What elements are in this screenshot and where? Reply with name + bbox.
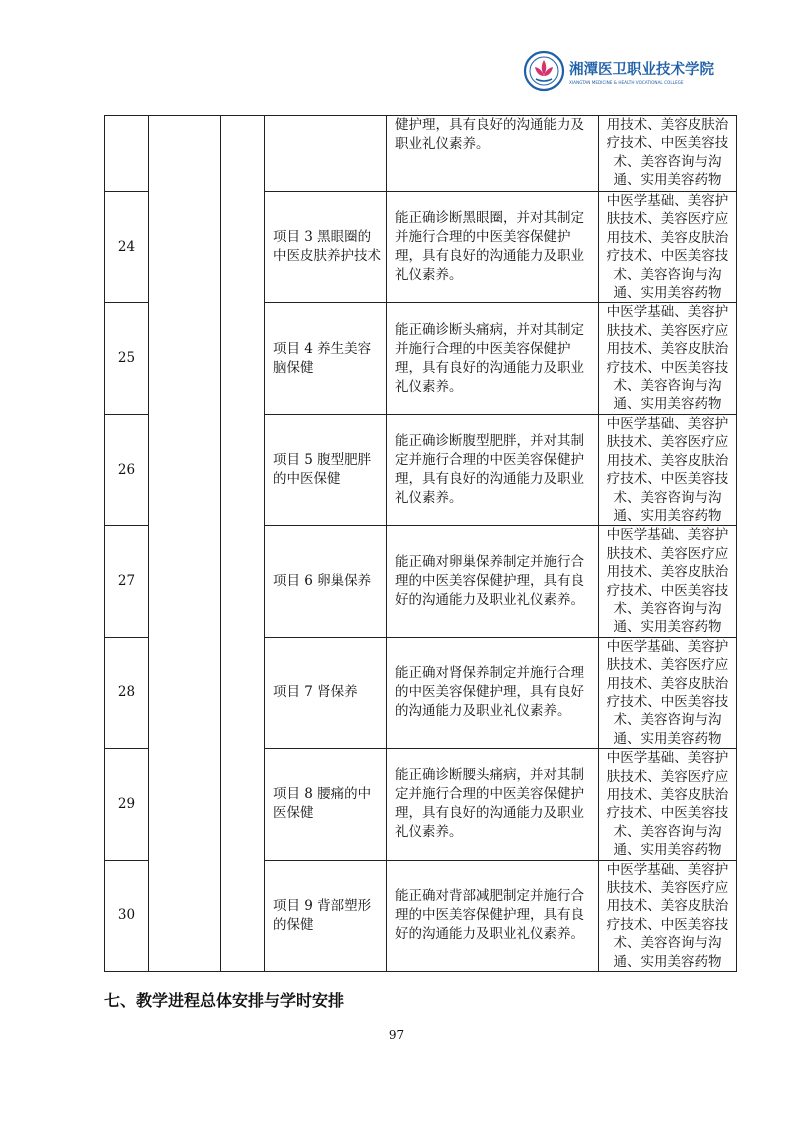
merged-cell [221,116,265,972]
row-number-cell: 24 [105,192,149,303]
row-number-cell: 30 [105,860,149,971]
merged-cell [149,116,221,972]
goal-cell: 能正确对背部减肥制定并施行合理的中医美容保健护理，具有良好的沟通能力及职业礼仪素养。 [387,860,599,971]
project-cell: 项目 9 背部塑形的保健 [265,860,387,971]
goal-cell: 能正确诊断腹型肥胖，并对其制定并施行合理的中医美容保健护理，具有良好的沟通能力及职业礼仪素养。 [387,414,599,525]
project-cell: 项目 5 腹型肥胖的中医保健 [265,414,387,525]
project-cell: 项目 6 卵巢保养 [265,526,387,637]
project-cell: 项目 8 腰痛的中医保健 [265,749,387,860]
goal-cell: 能正确诊断黑眼圈，并对其制定并施行合理的中医美容保健护理，具有良好的沟通能力及职业礼仪素养。 [387,192,599,303]
courses-cell: 中医学基础、美容护肤技术、美容医疗应用技术、美容皮肤治疗技术、中医美容技术、美容咨询与沟通、实用美容药物 [599,860,737,971]
row-number-cell: 27 [105,526,149,637]
goal-cell: 能正确诊断头痛病，并对其制定并施行合理的中医美容保健护理，具有良好的沟通能力及职业礼仪素养。 [387,303,599,414]
project-cell: 项目 4 养生美容脑保健 [265,303,387,414]
goal-cell: 健护理，具有良好的沟通能力及职业礼仪素养。 [387,116,599,192]
page-header [0,0,793,112]
goal-cell: 能正确诊断腰头痛病，并对其制定并施行合理的中医美容保健护理，具有良好的沟通能力及职业礼仪素养。 [387,749,599,860]
row-number-cell: 28 [105,637,149,748]
courses-cell: 中医学基础、美容护肤技术、美容医疗应用技术、美容皮肤治疗技术、中医美容技术、美容咨询与沟通、实用美容药物 [599,637,737,748]
row-number-cell: 29 [105,749,149,860]
logo-title: 湘潭医卫职业技术学院 [569,61,714,78]
courses-cell: 中医学基础、美容护肤技术、美容医疗应用技术、美容皮肤治疗技术、中医美容技术、美容咨询与沟通、实用美容药物 [599,192,737,303]
courses-cell: 用技术、美容皮肤治疗技术、中医美容技术、美容咨询与沟通、实用美容药物 [599,116,737,192]
courses-cell: 中医学基础、美容护肤技术、美容医疗应用技术、美容皮肤治疗技术、中医美容技术、美容咨询与沟通、实用美容药物 [599,526,737,637]
section-title: 七、教学进程总体安排与学时安排 [104,991,345,1010]
courses-cell: 中医学基础、美容护肤技术、美容医疗应用技术、美容皮肤治疗技术、中医美容技术、美容咨询与沟通、实用美容药物 [599,303,737,414]
course-table [104,115,737,972]
logo-subtitle: XIANGTAN MEDICINE & HEALTH VOCATIONAL COLLEGE [569,80,684,85]
table-row [105,116,737,192]
project-cell [265,116,387,192]
courses-cell: 中医学基础、美容护肤技术、美容医疗应用技术、美容皮肤治疗技术、中医美容技术、美容咨询与沟通、实用美容药物 [599,749,737,860]
page-number: 97 [388,1028,405,1042]
project-cell: 项目 7 肾保养 [265,637,387,748]
row-number-cell [105,116,149,192]
goal-cell: 能正确对卵巢保养制定并施行合理的中医美容保健护理，具有良好的沟通能力及职业礼仪素养。 [387,526,599,637]
row-number-cell: 25 [105,303,149,414]
courses-cell: 中医学基础、美容护肤技术、美容医疗应用技术、美容皮肤治疗技术、中医美容技术、美容咨询与沟通、实用美容药物 [599,414,737,525]
row-number-cell: 26 [105,414,149,525]
project-cell: 项目 3 黑眼圈的中医皮肤养护技术 [265,192,387,303]
college-logo [523,50,714,92]
goal-cell: 能正确对肾保养制定并施行合理的中医美容保健护理，具有良好的沟通能力及职业礼仪素养。 [387,637,599,748]
